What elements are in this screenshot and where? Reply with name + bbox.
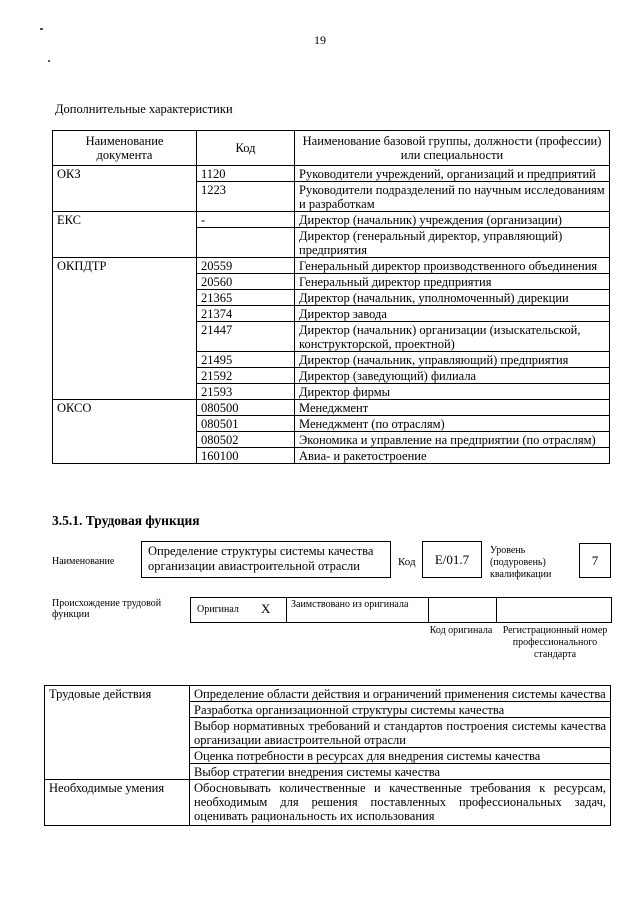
actions-label: Трудовые действия — [45, 686, 190, 780]
level-box — [579, 543, 611, 578]
action-item: Разработка организационной структуры системы качества — [190, 702, 611, 718]
level-label: Уровень (подуровень) квалификации — [490, 545, 552, 580]
additional-characteristics-table — [52, 130, 610, 464]
code-cell: 1120 — [197, 166, 295, 182]
function-code-box — [422, 541, 482, 578]
skills-label: Необходимые умения — [45, 780, 190, 826]
name-cell: Директор (генеральный директор, управляющий) предприятия — [295, 228, 610, 258]
name-cell: Руководители подразделений по научным исследованиям и разработкам — [295, 182, 610, 212]
divider — [286, 598, 287, 622]
name-cell: Директор (начальник, уполномоченный) дирекции — [295, 290, 610, 306]
scan-speck — [40, 28, 43, 30]
name-label: Наименование — [52, 556, 115, 567]
name-cell: Менеджмент — [295, 400, 610, 416]
function-title: 3.5.1. Трудовая функция — [52, 513, 200, 528]
action-item: Выбор стратегии внедрения системы качества — [190, 764, 611, 780]
origin-label: Происхождение трудовой функции — [52, 598, 162, 620]
name-cell: Экономика и управление на предприятии (по отраслям) — [295, 432, 610, 448]
code-cell: 1223 — [197, 182, 295, 212]
code-cell: 080500 — [197, 400, 295, 416]
header-document-name: Наименование документа — [53, 131, 197, 166]
doc-okpdtr: ОКПДТР — [53, 258, 197, 400]
name-cell: Генеральный директор производственного объединения — [295, 258, 610, 274]
function-name-box — [141, 541, 391, 578]
function-code-value: E/01.7 — [434, 552, 470, 567]
code-cell: 20559 — [197, 258, 295, 274]
code-cell: 21592 — [197, 368, 295, 384]
code-cell: 080502 — [197, 432, 295, 448]
doc-okz: ОКЗ — [53, 166, 197, 212]
header-group-name: Наименование базовой группы, должности (профессии) или специальности — [295, 131, 610, 166]
divider — [496, 598, 497, 622]
function-name-value: Определение структуры системы качества организации авиастроительной отрасли — [148, 544, 374, 573]
header-code: Код — [197, 131, 295, 166]
name-cell: Авиа- и ракетостроение — [295, 448, 610, 464]
name-cell: Директор (начальник, управляющий) предприятия — [295, 352, 610, 368]
name-cell: Директор (начальник) учреждения (организации) — [295, 212, 610, 228]
name-cell: Менеджмент (по отраслям) — [295, 416, 610, 432]
code-cell: 21365 — [197, 290, 295, 306]
doc-eks: ЕКС — [53, 212, 197, 258]
level-value: 7 — [591, 553, 599, 568]
code-cell: 21447 — [197, 322, 295, 352]
borrowed-label: Заимствовано из оригинала — [291, 599, 409, 610]
original-mark: X — [261, 601, 271, 616]
action-item: Оценка потребности в ресурсах для внедрения системы качества — [190, 748, 611, 764]
code-cell: 080501 — [197, 416, 295, 432]
origin-row — [190, 597, 612, 623]
code-cell: 21495 — [197, 352, 295, 368]
code-cell: 20560 — [197, 274, 295, 290]
name-cell: Руководители учреждений, организаций и предприятий — [295, 166, 610, 182]
name-cell: Генеральный директор предприятия — [295, 274, 610, 290]
doc-okso: ОКСО — [53, 400, 197, 464]
orig-code-label: Код оригинала — [429, 625, 493, 636]
reg-number-label: Регистрационный номер профессионального стандарта — [502, 625, 608, 660]
code-cell: 160100 — [197, 448, 295, 464]
scan-speck — [48, 60, 50, 62]
action-item: Выбор нормативных требований и стандартов построения системы качества организации авиастроительной отрасли — [190, 718, 611, 748]
name-cell: Директор (начальник) организации (изыскательской, конструкторской, проектной) — [295, 322, 610, 352]
original-label: Оригинал — [197, 604, 239, 615]
name-cell: Директор завода — [295, 306, 610, 322]
section-heading: Дополнительные характеристики — [55, 102, 233, 116]
page-number: 19 — [314, 33, 326, 47]
code-cell: - — [197, 212, 295, 228]
name-cell: Директор фирмы — [295, 384, 610, 400]
labor-actions-table — [44, 685, 611, 826]
code-cell — [197, 228, 295, 258]
code-label: Код — [398, 556, 416, 568]
name-cell: Директор (заведующий) филиала — [295, 368, 610, 384]
code-cell: 21374 — [197, 306, 295, 322]
divider — [428, 598, 429, 622]
code-cell: 21593 — [197, 384, 295, 400]
skill-item: Обосновывать количественные и качественные требования к ресурсам, необходимым для решения поставленных профессиональных задач, оценивать рациональность их использования — [190, 780, 611, 826]
action-item: Определение области действия и ограничений применения системы качества — [190, 686, 611, 702]
